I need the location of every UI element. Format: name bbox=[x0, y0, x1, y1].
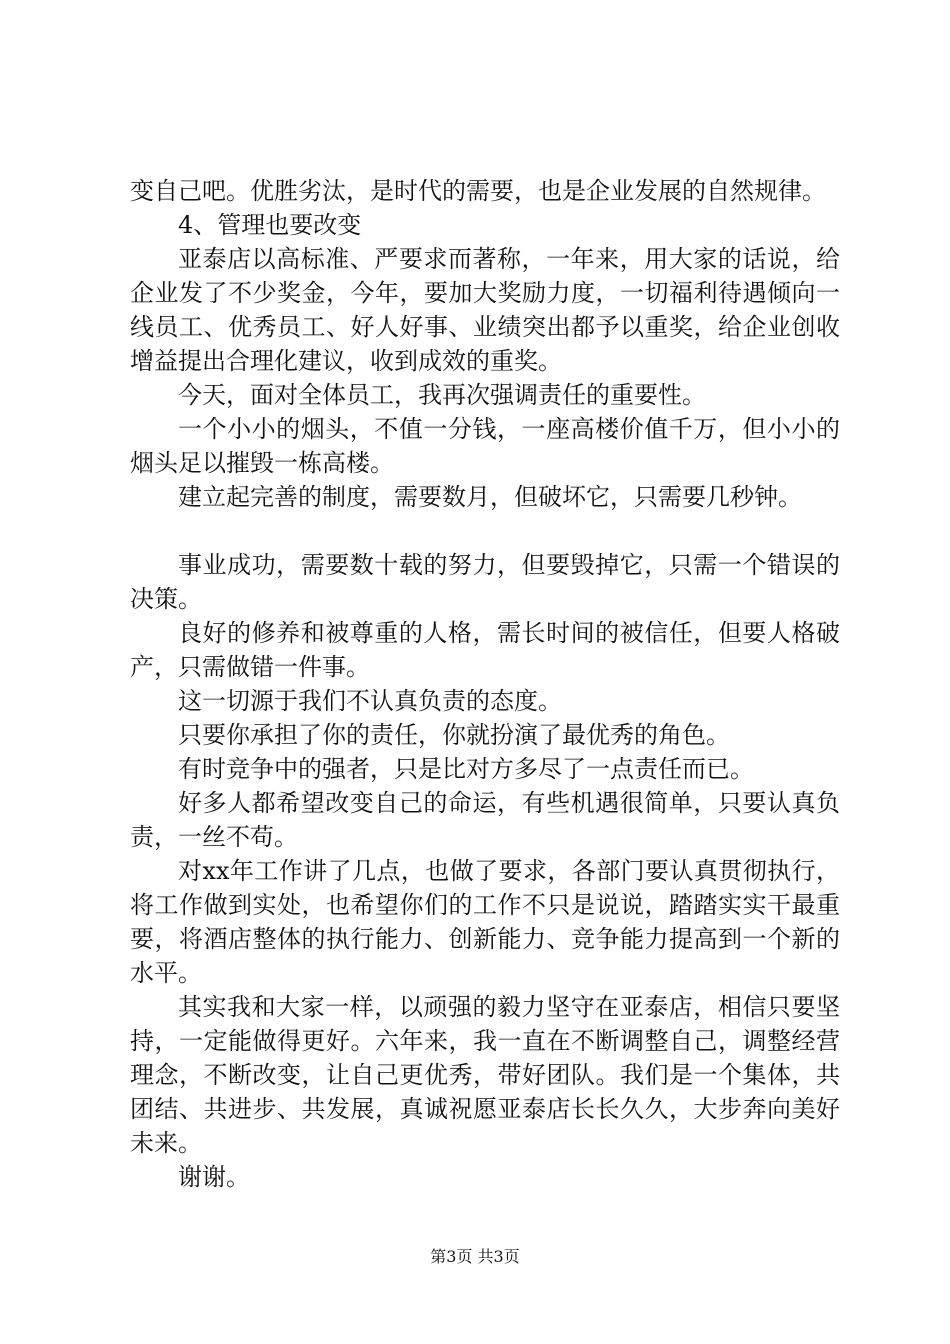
section-heading: 4、管理也要改变 bbox=[178, 211, 362, 239]
paragraph: 一个小小的烟头，不值一分钱，一座高楼价值千万，但小小的烟头足以摧毁一栋高楼。 bbox=[130, 415, 840, 477]
paragraph: 建立起完善的制度，需要数月，但破坏它，只需要几秒钟。 bbox=[178, 483, 802, 511]
paragraph: 好多人都希望改变自己的命运，有些机遇很简单，只要认真负责，一丝不苟。 bbox=[130, 789, 840, 851]
paragraph: 有时竞争中的强者，只是比对方多尽了一点责任而已。 bbox=[178, 755, 754, 783]
closing-line: 谢谢。 bbox=[178, 1163, 250, 1191]
document-body bbox=[130, 174, 840, 1194]
paragraph: 其实我和大家一样，以顽强的毅力坚守在亚泰店，相信只要坚持，一定能做得更好。六年来，我一直在不断调整自己，调整经营理念，不断改变，让自己更优秀，带好团队。我们是一个集体，共团结、共进步、共发展，真诚祝愿亚泰店长长久久，大步奔向美好未来。 bbox=[130, 993, 840, 1157]
paragraph: 今天，面对全体员工，我再次强调责任的重要性。 bbox=[178, 381, 706, 409]
page-footer: 第3页 共3页 bbox=[430, 1247, 520, 1266]
paragraph: 只要你承担了你的责任，你就扮演了最优秀的角色。 bbox=[178, 721, 730, 749]
paragraph: 对xx年工作讲了几点，也做了要求，各部门要认真贯彻执行，将工作做到实处，也希望你们的工作不只是说说，踏踏实实干最重要，将酒店整体的执行能力、创新能力、竞争能力提高到一个新的水平。 bbox=[130, 857, 840, 987]
paragraph: 事业成功，需要数十载的努力，但要毁掉它，只需一个错误的决策。 bbox=[130, 551, 840, 613]
paragraph: 良好的修养和被尊重的人格，需长时间的被信任，但要人格破产，只需做错一件事。 bbox=[130, 619, 840, 681]
paragraph: 这一切源于我们不认真负责的态度。 bbox=[178, 687, 562, 715]
paragraph: 亚泰店以高标准、严要求而著称，一年来，用大家的话说，给企业发了不少奖金，今年，要加大奖励力度，一切福利待遇倾向一线员工、优秀员工、好人好事、业绩突出都予以重奖，给企业创收增益提出合理化建议，收到成效的重奖。 bbox=[130, 245, 840, 375]
paragraph: 变自己吧。优胜劣汰，是时代的需要，也是企业发展的自然规律。 bbox=[130, 177, 826, 205]
blank-line bbox=[130, 514, 840, 548]
